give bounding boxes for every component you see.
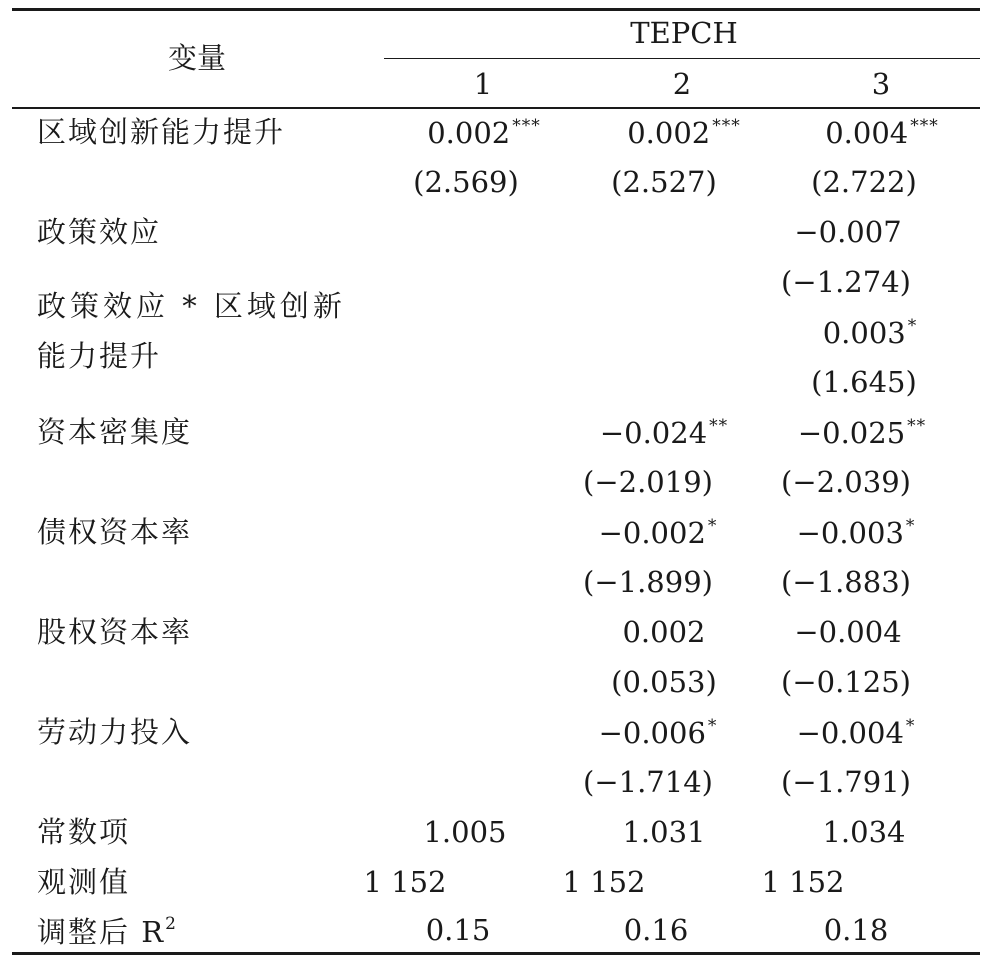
tstat-cell: (−0.125) [781, 665, 911, 699]
obs-cell: 1 152 [761, 865, 845, 899]
significance-stars: * [907, 316, 918, 336]
coef-value: −0.007 [794, 215, 902, 249]
coef-cell [599, 518, 718, 548]
header-col-2: 2 [672, 67, 692, 101]
row-label: 常数项 [37, 815, 131, 849]
row-label: 资本密集度 [37, 415, 193, 449]
obs-cell: 1 152 [562, 865, 646, 899]
coef-value: −0.003 [796, 516, 904, 550]
obs-cell: 1 152 [363, 865, 447, 899]
top-rule [12, 8, 980, 11]
coef-value: 0.002 [622, 615, 706, 649]
group-rule [384, 58, 980, 59]
row-label: 劳动力投入 [37, 715, 193, 749]
tstat-cell: (1.645) [811, 365, 917, 399]
coef-cell [600, 418, 728, 448]
coef-value: 0.004 [825, 116, 909, 150]
coef-value: 0.002 [627, 116, 711, 150]
significance-stars: * [707, 516, 718, 536]
significance-stars: * [905, 516, 916, 536]
row-label-line1: 政策效应 * 区域创新 [37, 289, 346, 323]
bottom-rule [12, 952, 980, 955]
significance-stars: *** [512, 116, 541, 136]
tstat-cell: (−1.899) [583, 565, 713, 599]
coef-cell [599, 718, 718, 748]
coef-cell [797, 718, 916, 748]
coef-cell: 1.031 [622, 815, 706, 849]
tstat-cell: (−1.274) [781, 265, 911, 299]
header-col-1: 1 [473, 67, 493, 101]
tstat-cell: (−1.883) [781, 565, 911, 599]
row-label: 观测值 [37, 865, 131, 899]
coef-value: −0.025 [797, 416, 906, 450]
coef-value: 0.003 [822, 316, 906, 350]
significance-stars: *** [712, 116, 741, 136]
significance-stars: ** [907, 416, 927, 436]
r2-cell: 0.15 [425, 913, 491, 947]
significance-stars: ** [709, 416, 729, 436]
r2-cell: 0.16 [623, 913, 689, 947]
header-col-3: 3 [871, 67, 891, 101]
tstat-cell: (−1.791) [781, 765, 911, 799]
row-label: 股权资本率 [37, 615, 193, 649]
header-tepch: TEPCH [630, 16, 738, 50]
tstat-cell: (2.722) [811, 165, 917, 199]
header-rule [12, 107, 980, 109]
coef-value: −0.004 [794, 615, 902, 649]
coef-cell: 1.034 [822, 815, 906, 849]
row-label: 债权资本率 [37, 515, 193, 549]
coef-value: −0.006 [598, 716, 706, 750]
row-label-text: 调整后 R [37, 915, 166, 949]
coef-cell [627, 118, 741, 148]
tstat-cell: (−2.019) [583, 465, 713, 499]
coef-cell: 1.005 [423, 815, 507, 849]
coef-cell [794, 215, 902, 249]
superscript: 2 [165, 914, 178, 934]
coef-value: −0.002 [598, 516, 706, 550]
coef-cell [797, 518, 916, 548]
coef-cell [427, 118, 541, 148]
coef-cell [622, 615, 706, 649]
coef-cell [798, 418, 926, 448]
significance-stars: * [707, 716, 718, 736]
r2-cell: 0.18 [823, 913, 889, 947]
significance-stars: * [905, 716, 916, 736]
coef-value: −0.004 [796, 716, 904, 750]
coef-cell [823, 318, 918, 348]
row-label [37, 916, 178, 947]
header-variable: 变量 [168, 41, 227, 75]
tstat-cell: (0.053) [611, 665, 717, 699]
coef-cell [825, 118, 939, 148]
tstat-cell: (2.569) [413, 165, 519, 199]
tstat-cell: (−1.714) [583, 765, 713, 799]
row-label: 区域创新能力提升 [37, 115, 286, 149]
coef-value: −0.024 [599, 416, 708, 450]
row-label-line2: 能力提升 [37, 339, 162, 373]
tstat-cell: (2.527) [611, 165, 717, 199]
coef-cell [794, 615, 902, 649]
row-label: 政策效应 [37, 215, 162, 249]
significance-stars: *** [910, 116, 939, 136]
coef-value: 0.002 [427, 116, 511, 150]
tstat-cell: (−2.039) [781, 465, 911, 499]
